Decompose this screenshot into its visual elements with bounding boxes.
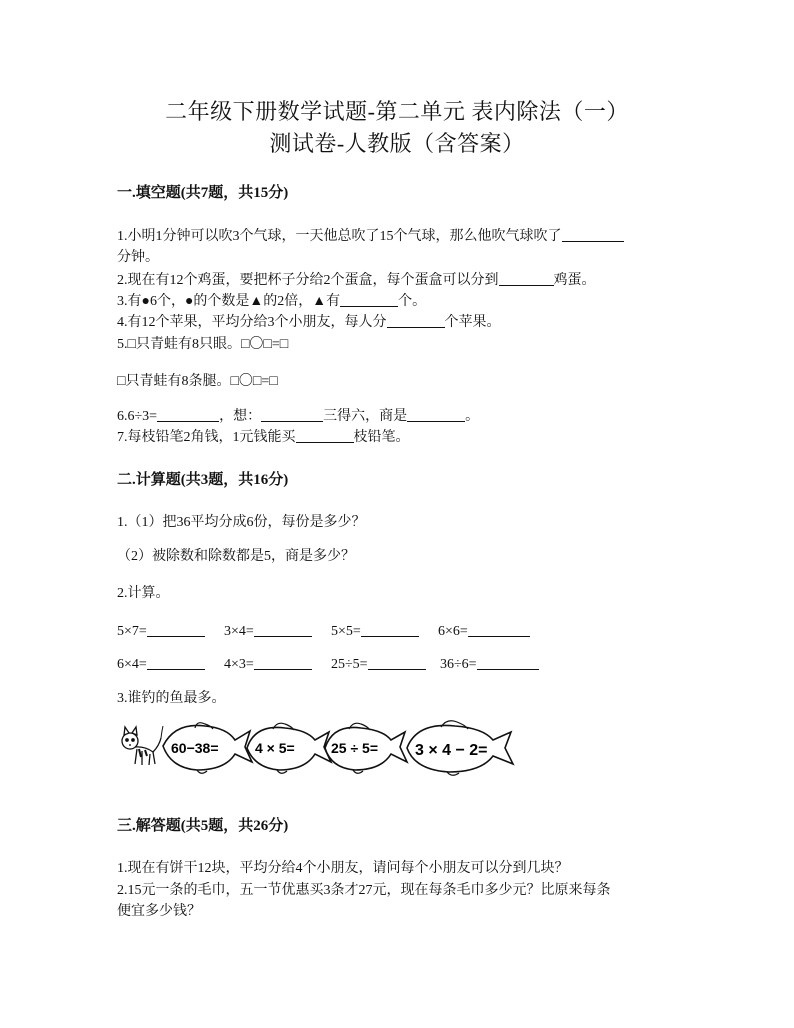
fish-illustration (115, 716, 525, 778)
answer-blank[interactable] (361, 621, 419, 637)
question-1-4 (117, 311, 501, 331)
answer-blank[interactable] (368, 654, 426, 670)
question-3-1: 1.现在有饼干12块，平均分给4个小朋友，请问每个小朋友可以分到几块？ (117, 861, 569, 876)
fish-3 (325, 723, 407, 773)
answer-blank[interactable] (468, 621, 530, 637)
fish-expression: 4 × 5= (255, 740, 295, 756)
question-2-3: 3.谁钓的鱼最多。 (117, 691, 226, 706)
question-1-7 (117, 426, 410, 446)
question-text: 7.每枝铅笔2角钱，1元钱能买 (117, 430, 296, 445)
question-1-1 (117, 225, 624, 245)
answer-blank[interactable] (254, 621, 312, 637)
answer-blank[interactable] (477, 654, 539, 670)
calc-item (224, 621, 312, 640)
calc-expression: 6×6= (438, 624, 468, 639)
fish-expression: 60−38= (171, 740, 219, 756)
calc-item (331, 621, 419, 640)
question-text: 3.有●6个，●的个数是▲的2倍，▲有 (117, 294, 341, 309)
answer-blank[interactable] (147, 621, 205, 637)
calc-expression: 25÷5= (331, 657, 368, 672)
question-3-2: 2.15元一条的毛巾，五一节优惠买3条才27元，现在每条毛巾多少元？比原来每条 (117, 883, 611, 898)
question-text: 个苹果。 (444, 315, 501, 330)
answer-blank[interactable] (407, 406, 465, 422)
calc-expression: 36÷6= (440, 657, 477, 672)
question-text: 个。 (398, 294, 427, 309)
question-1-5a: 5.□只青蛙有8只眼。□〇□=□ (117, 337, 289, 352)
question-text: 1.小明1分钟可以吹3个气球，一天他总吹了15个气球，那么他吹气球吹了 (117, 229, 562, 244)
question-text: ，想： (219, 409, 262, 424)
question-1-2 (117, 269, 596, 289)
answer-blank[interactable] (254, 654, 312, 670)
question-1-1-cont: 分钟。 (117, 250, 159, 265)
calc-item (117, 621, 205, 640)
question-1-3 (117, 290, 426, 310)
calc-item (440, 654, 539, 673)
fish-1 (163, 723, 252, 774)
question-text: 枝铅笔。 (353, 430, 410, 445)
cat-icon (122, 727, 161, 765)
section-heading-calculation: 二.计算题(共3题，共16分) (117, 472, 289, 488)
question-3-2-cont: 便宜多少钱？ (117, 904, 201, 919)
section-heading-word-problems: 三.解答题(共5题，共26分) (117, 818, 289, 834)
calc-item (117, 654, 205, 673)
calc-expression: 5×7= (117, 624, 147, 639)
calc-item (438, 621, 530, 640)
document-title-line2: 测试卷-人教版（含答案） (269, 131, 525, 156)
answer-blank[interactable] (562, 226, 624, 242)
calc-expression: 3×4= (224, 624, 254, 639)
fish-2 (247, 723, 331, 773)
question-text: 2.现在有12个鸡蛋，要把杯子分给2个蛋盒，每个蛋盒可以分到 (117, 273, 499, 288)
question-1-5b: □只青蛙有8条腿。□〇□=□ (117, 374, 278, 389)
fish-4 (407, 721, 513, 776)
question-2-1b: （2）被除数和除数都是5，商是多少？ (117, 549, 355, 564)
answer-blank[interactable] (387, 312, 445, 328)
calc-item (331, 654, 426, 673)
question-text: 4.有12个苹果，平均分给3个小朋友，每人分 (117, 315, 387, 330)
answer-blank[interactable] (499, 270, 554, 286)
question-text: 三得六，商是 (323, 409, 408, 424)
answer-blank[interactable] (296, 427, 354, 443)
question-2-2: 2.计算。 (117, 586, 170, 601)
calc-expression: 6×4= (117, 657, 147, 672)
section-heading-fill-in: 一.填空题(共7题，共15分) (117, 185, 289, 201)
answer-blank[interactable] (261, 406, 323, 422)
document-title-line1: 二年级下册数学试题-第二单元 表内除法（一） (165, 99, 629, 124)
answer-blank[interactable] (147, 654, 205, 670)
question-2-1a: 1.（1）把36平均分成6份，每份是多少？ (117, 515, 366, 530)
fish-expression: 25 ÷ 5= (331, 740, 378, 756)
calc-item (224, 654, 312, 673)
calc-expression: 5×5= (331, 624, 361, 639)
question-text: 6.6÷3= (117, 409, 158, 424)
fish-expression: 3 × 4 − 2= (415, 742, 488, 759)
answer-blank[interactable] (157, 406, 219, 422)
calc-expression: 4×3= (224, 657, 254, 672)
question-text: 鸡蛋。 (553, 273, 596, 288)
question-text: 。 (465, 409, 480, 424)
question-1-6 (117, 405, 479, 425)
answer-blank[interactable] (340, 291, 398, 307)
